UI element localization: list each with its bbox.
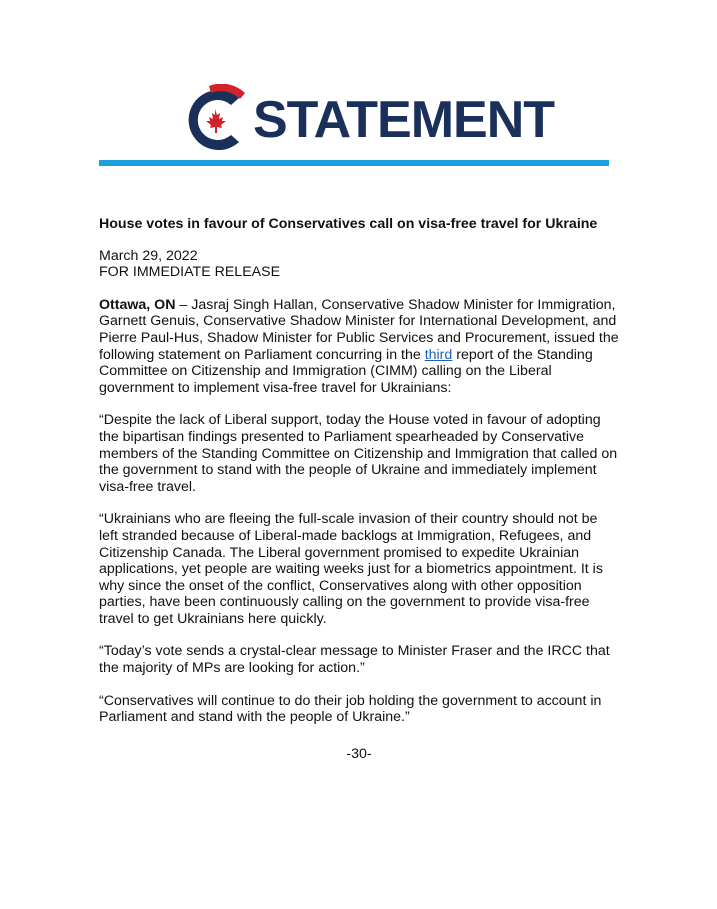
conservative-c-maple-leaf-logo-icon [187,84,251,156]
logo-wordmark: STATEMENT [253,91,555,149]
press-release-body [99,216,619,762]
statement-logo [187,84,555,156]
third-report-link[interactable]: third [424,346,453,363]
intro-text-1: – Jasraj Singh Hallan, Conservative Shadow Minister for Immigration, Garnett Genuis, Conservative Shadow Minister for International Development, and Pierre Paul-Hus, Shadow Minister for Public Services and Procurement, issued the following statement on Parliament concurring in the [99,296,619,363]
release-date: March 29, 2022 [99,247,198,264]
quote-paragraph: “Ukrainians who are fleeing the full-scale invasion of their country should not be left stranded because of Liberal-made backlogs at Immigration, Refugees, and Citizenship Canada. The Liberal government promised to expedite Ukrainian applications, yet people are waiting weeks just for a biometrics appointment. It is why since the onset of the conflict, Conservatives along with other opposition parties, have been continuously calling on the government to provide visa-free travel to get Ukrainians here quickly. [99,511,603,627]
headline: House votes in favour of Conservatives call on visa-free travel for Ukraine [99,216,598,232]
intro-text-2: report of the Standing Committee on Citizenship and Immigration (CIMM) calling on the Liberal government to implement visa-free travel for Ukrainians: [99,346,593,396]
quote-paragraph: “Despite the lack of Liberal support, today the House voted in favour of adopting the bipartisan findings presented to Parliament spearheaded by Conservative members of the Standing Committee on Citizenship and Immigration that called on the government to stand with the people of Ukraine and immediately implement visa-free travel. [99,412,618,495]
quote-paragraph: “Today’s vote sends a crystal-clear message to Minister Fraser and the IRCC that the majority of MPs are looking for action.” [99,643,610,677]
intro-paragraph [99,297,619,397]
end-mark: -30- [346,745,372,762]
page-header [99,84,609,166]
release-note: FOR IMMEDIATE RELEASE [99,264,281,281]
dateline: Ottawa, ON [99,296,176,313]
header-divider [99,160,609,166]
release-meta [99,248,619,281]
quote-paragraph: “Conservatives will continue to do their job holding the government to account in Parliament and stand with the people of Ukraine.” [99,692,602,726]
